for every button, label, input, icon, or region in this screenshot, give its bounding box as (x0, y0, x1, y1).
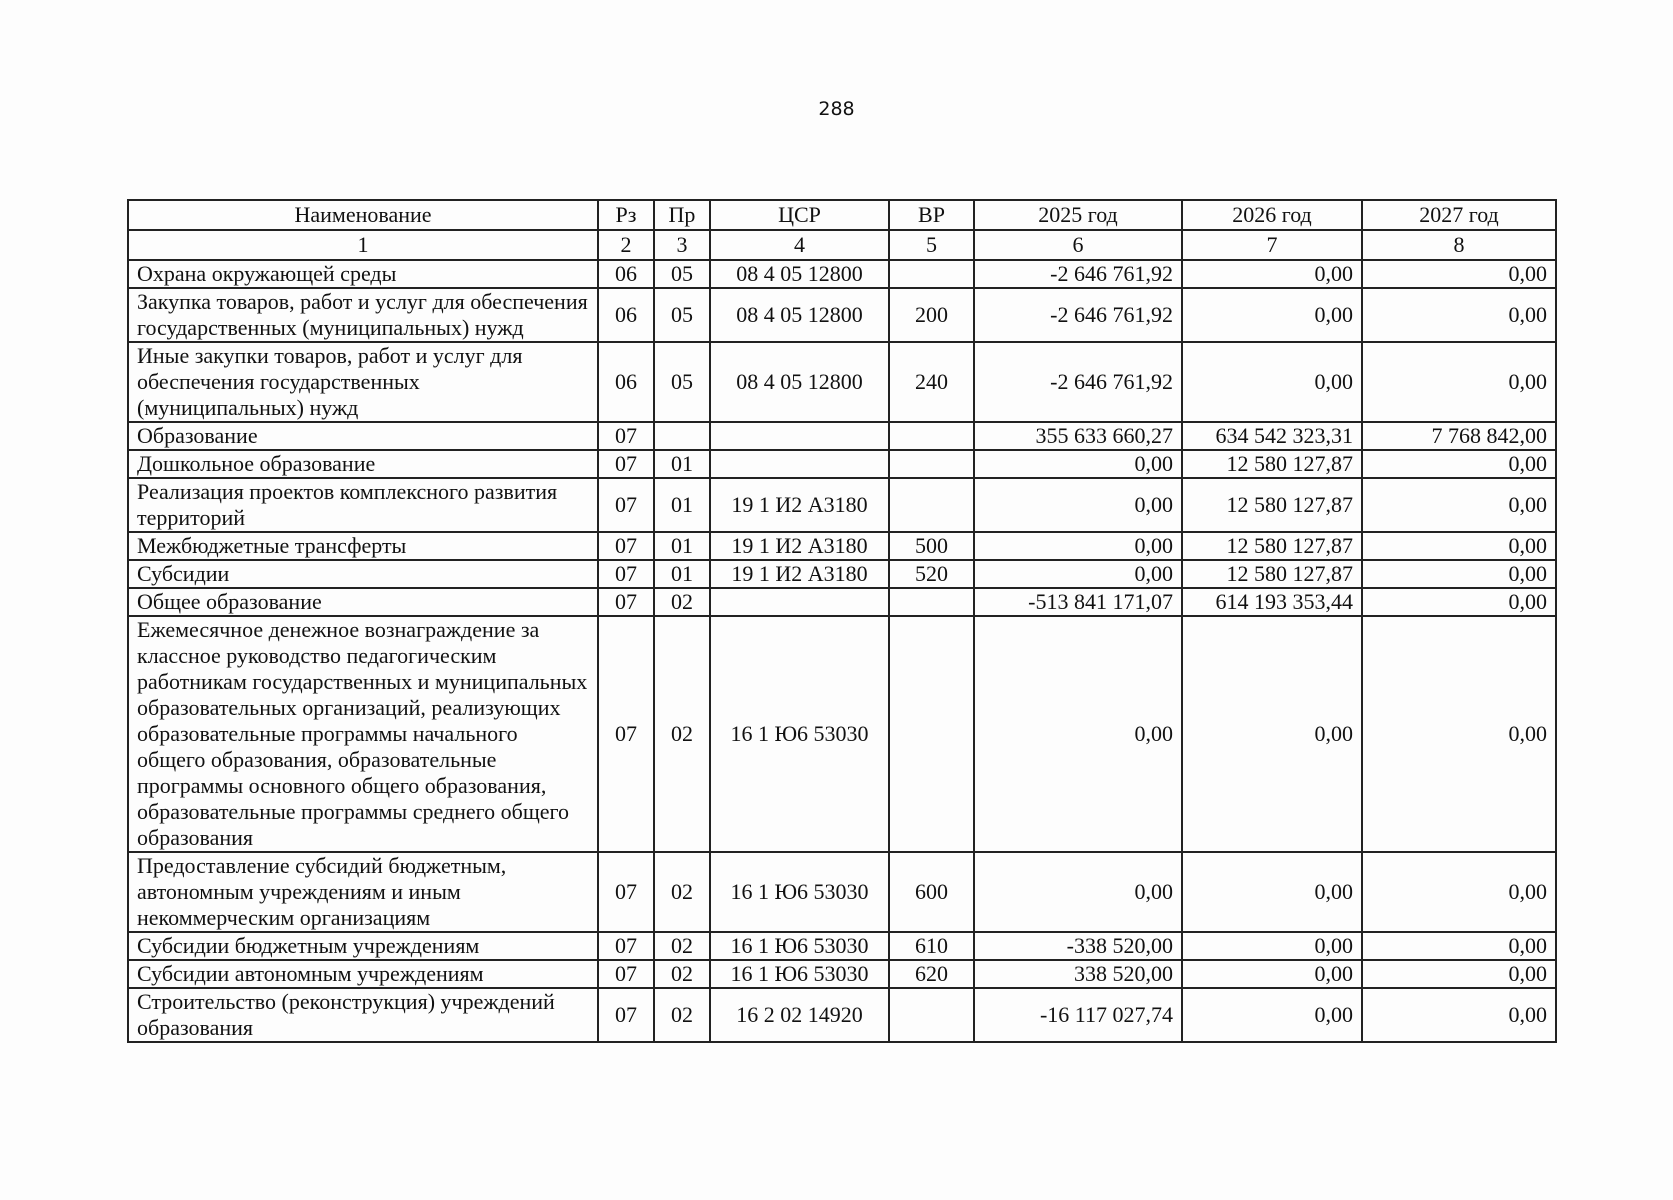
cell-csr: 16 2 02 14920 (710, 988, 889, 1042)
cell-2027: 0,00 (1362, 616, 1556, 852)
cell-name: Межбюджетные трансферты (128, 532, 598, 560)
cell-vr: 610 (889, 932, 974, 960)
cell-2025: -513 841 171,07 (974, 588, 1182, 616)
cell-rz: 07 (598, 560, 654, 588)
cell-csr: 16 1 Ю6 53030 (710, 960, 889, 988)
budget-table (127, 199, 1557, 1043)
table-row (128, 616, 1556, 852)
cell-2027: 7 768 842,00 (1362, 422, 1556, 450)
table-row (128, 852, 1556, 932)
cell-csr: 08 4 05 12800 (710, 288, 889, 342)
cell-csr: 16 1 Ю6 53030 (710, 932, 889, 960)
cell-rz: 07 (598, 450, 654, 478)
cell-2026: 0,00 (1182, 852, 1362, 932)
cell-pr: 02 (654, 616, 710, 852)
cell-pr: 02 (654, 852, 710, 932)
cell-2025: 0,00 (974, 532, 1182, 560)
cell-2027: 0,00 (1362, 588, 1556, 616)
cell-csr: 16 1 Ю6 53030 (710, 852, 889, 932)
header-rz: Рз (598, 200, 654, 230)
cell-vr (889, 588, 974, 616)
table-row (128, 588, 1556, 616)
cell-2027: 0,00 (1362, 450, 1556, 478)
table-row (128, 342, 1556, 422)
cell-pr: 01 (654, 478, 710, 532)
cell-rz: 07 (598, 616, 654, 852)
cell-csr: 08 4 05 12800 (710, 342, 889, 422)
cell-2027: 0,00 (1362, 342, 1556, 422)
table-row (128, 450, 1556, 478)
cell-vr (889, 478, 974, 532)
cell-pr (654, 422, 710, 450)
column-number: 7 (1182, 230, 1362, 260)
table-row (128, 288, 1556, 342)
cell-2026: 634 542 323,31 (1182, 422, 1362, 450)
cell-csr: 19 1 И2 А3180 (710, 560, 889, 588)
cell-rz: 07 (598, 960, 654, 988)
cell-2025: -2 646 761,92 (974, 260, 1182, 288)
cell-rz: 07 (598, 852, 654, 932)
cell-vr: 600 (889, 852, 974, 932)
cell-name: Субсидии (128, 560, 598, 588)
header-vr: ВР (889, 200, 974, 230)
header-2026: 2026 год (1182, 200, 1362, 230)
cell-name: Субсидии автономным учреждениям (128, 960, 598, 988)
cell-name: Иные закупки товаров, работ и услуг для обеспечения государственных (муниципальных) нужд (128, 342, 598, 422)
cell-2027: 0,00 (1362, 478, 1556, 532)
cell-pr: 02 (654, 932, 710, 960)
cell-name: Реализация проектов комплексного развития территорий (128, 478, 598, 532)
cell-csr (710, 588, 889, 616)
table-row (128, 988, 1556, 1042)
column-number: 3 (654, 230, 710, 260)
cell-csr: 16 1 Ю6 53030 (710, 616, 889, 852)
cell-pr: 01 (654, 560, 710, 588)
column-number: 8 (1362, 230, 1556, 260)
column-number: 4 (710, 230, 889, 260)
cell-vr (889, 450, 974, 478)
cell-vr: 200 (889, 288, 974, 342)
cell-pr: 05 (654, 260, 710, 288)
cell-2027: 0,00 (1362, 288, 1556, 342)
column-number: 5 (889, 230, 974, 260)
cell-2025: 0,00 (974, 616, 1182, 852)
cell-rz: 06 (598, 342, 654, 422)
cell-2026: 0,00 (1182, 260, 1362, 288)
cell-2026: 0,00 (1182, 342, 1362, 422)
cell-2026: 614 193 353,44 (1182, 588, 1362, 616)
cell-pr: 01 (654, 450, 710, 478)
header-2027: 2027 год (1362, 200, 1556, 230)
cell-csr: 08 4 05 12800 (710, 260, 889, 288)
cell-2027: 0,00 (1362, 260, 1556, 288)
cell-vr (889, 616, 974, 852)
header-csr: ЦСР (710, 200, 889, 230)
column-number: 1 (128, 230, 598, 260)
cell-2025: 355 633 660,27 (974, 422, 1182, 450)
cell-2025: -2 646 761,92 (974, 288, 1182, 342)
cell-name: Охрана окружающей среды (128, 260, 598, 288)
cell-name: Дошкольное образование (128, 450, 598, 478)
table-row (128, 932, 1556, 960)
page-number: 288 (818, 98, 855, 120)
cell-name: Ежемесячное денежное вознаграждение за классное руководство педагогическим работникам государственных и муниципальных образовательных организаций, реализующих образовательные программы начального общего образования, образовательные программы основного общего образования, образовательные программы среднего общего образования (128, 616, 598, 852)
cell-name: Субсидии бюджетным учреждениям (128, 932, 598, 960)
column-number-row (128, 230, 1556, 260)
table-row (128, 960, 1556, 988)
cell-2027: 0,00 (1362, 932, 1556, 960)
cell-2025: 0,00 (974, 478, 1182, 532)
cell-name: Образование (128, 422, 598, 450)
cell-2027: 0,00 (1362, 852, 1556, 932)
cell-name: Предоставление субсидий бюджетным, автономным учреждениям и иным некоммерческим организациям (128, 852, 598, 932)
cell-2026: 12 580 127,87 (1182, 478, 1362, 532)
cell-rz: 07 (598, 422, 654, 450)
cell-pr: 05 (654, 288, 710, 342)
cell-2026: 0,00 (1182, 616, 1362, 852)
cell-vr: 500 (889, 532, 974, 560)
cell-rz: 06 (598, 260, 654, 288)
cell-vr: 520 (889, 560, 974, 588)
cell-2025: -16 117 027,74 (974, 988, 1182, 1042)
cell-csr: 19 1 И2 А3180 (710, 532, 889, 560)
table-row (128, 260, 1556, 288)
cell-2025: 0,00 (974, 450, 1182, 478)
cell-2026: 0,00 (1182, 988, 1362, 1042)
cell-vr (889, 422, 974, 450)
cell-rz: 07 (598, 588, 654, 616)
cell-rz: 07 (598, 988, 654, 1042)
cell-2026: 0,00 (1182, 960, 1362, 988)
column-number: 2 (598, 230, 654, 260)
cell-pr: 02 (654, 960, 710, 988)
cell-vr: 620 (889, 960, 974, 988)
cell-2026: 12 580 127,87 (1182, 532, 1362, 560)
cell-csr (710, 450, 889, 478)
table-row (128, 478, 1556, 532)
cell-vr (889, 988, 974, 1042)
cell-2026: 12 580 127,87 (1182, 450, 1362, 478)
table-body (128, 260, 1556, 1042)
cell-2027: 0,00 (1362, 960, 1556, 988)
cell-2025: 0,00 (974, 852, 1182, 932)
cell-rz: 07 (598, 532, 654, 560)
cell-csr: 19 1 И2 А3180 (710, 478, 889, 532)
cell-2027: 0,00 (1362, 988, 1556, 1042)
cell-rz: 07 (598, 932, 654, 960)
cell-2027: 0,00 (1362, 532, 1556, 560)
column-number: 6 (974, 230, 1182, 260)
cell-name: Строительство (реконструкция) учреждений образования (128, 988, 598, 1042)
cell-2025: -338 520,00 (974, 932, 1182, 960)
cell-2026: 0,00 (1182, 932, 1362, 960)
cell-vr: 240 (889, 342, 974, 422)
header-pr: Пр (654, 200, 710, 230)
cell-2027: 0,00 (1362, 560, 1556, 588)
cell-2026: 12 580 127,87 (1182, 560, 1362, 588)
cell-rz: 07 (598, 478, 654, 532)
cell-2025: -2 646 761,92 (974, 342, 1182, 422)
table-row (128, 560, 1556, 588)
cell-pr: 02 (654, 988, 710, 1042)
table-row (128, 532, 1556, 560)
cell-2025: 338 520,00 (974, 960, 1182, 988)
cell-2026: 0,00 (1182, 288, 1362, 342)
header-2025: 2025 год (974, 200, 1182, 230)
cell-pr: 02 (654, 588, 710, 616)
cell-2025: 0,00 (974, 560, 1182, 588)
cell-name: Закупка товаров, работ и услуг для обеспечения государственных (муниципальных) нужд (128, 288, 598, 342)
cell-pr: 01 (654, 532, 710, 560)
cell-rz: 06 (598, 288, 654, 342)
cell-vr (889, 260, 974, 288)
header-row (128, 200, 1556, 230)
cell-csr (710, 422, 889, 450)
cell-name: Общее образование (128, 588, 598, 616)
header-name: Наименование (128, 200, 598, 230)
table-row (128, 422, 1556, 450)
cell-pr: 05 (654, 342, 710, 422)
